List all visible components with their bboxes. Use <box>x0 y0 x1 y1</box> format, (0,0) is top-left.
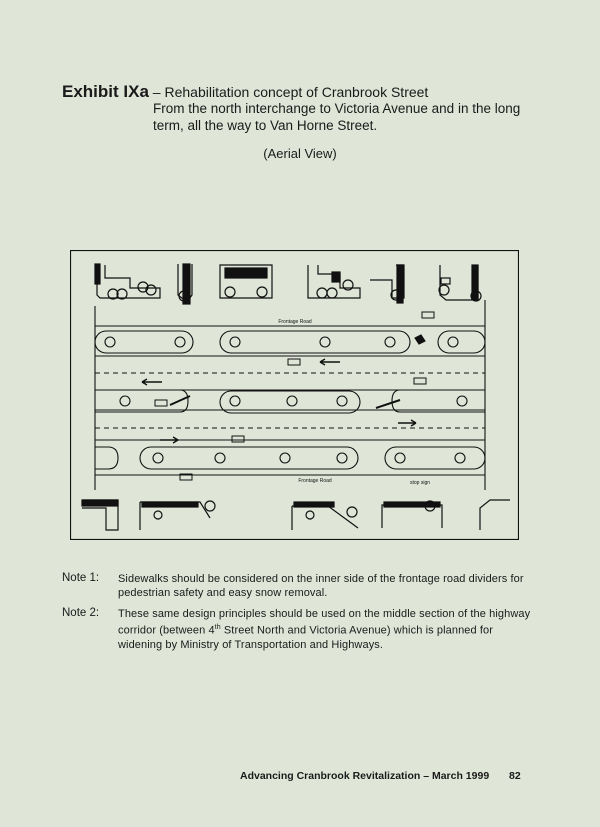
note-1-text: Sidewalks should be considered on the inner side of the frontage road dividers for pedestrian safety and easy snow removal. <box>118 573 524 599</box>
note-2-label: Note 2: <box>62 607 100 619</box>
aerial-view-diagram <box>70 250 519 540</box>
top-frontage-dividers <box>95 331 485 353</box>
exhibit-title-line1: Rehabilitation concept of Cranbrook Street <box>164 84 429 100</box>
note-2-superscript: th <box>214 624 221 631</box>
frontage-road-top-label: Frontage Road <box>278 319 312 325</box>
frontage-road-bottom-label: Frontage Road <box>298 478 332 484</box>
note-2-text-before: These same design principles should be used on the middle section of the highway corridor (between 4 <box>118 608 531 637</box>
view-label: (Aerial View) <box>263 146 337 161</box>
note-2-text-after: Street North and Victoria Avenue) which is planned for widening by Ministry of Transportation and Highways. <box>118 624 494 651</box>
top-buildings <box>95 264 481 304</box>
exhibit-label: Exhibit IXa <box>62 82 149 101</box>
stop-sign-label: stop sign <box>410 480 431 486</box>
note-1-label: Note 1: <box>62 572 100 584</box>
exhibit-title-line2: From the north interchange to Victoria Avenue and in the long <box>153 101 521 116</box>
note-2-text <box>118 607 538 652</box>
page-number: 82 <box>509 770 521 782</box>
exhibit-title <box>62 82 428 102</box>
traffic-arrows <box>142 359 416 443</box>
diagram-border <box>71 251 519 540</box>
bottom-buildings <box>82 500 510 530</box>
title-dash: – <box>148 84 161 100</box>
exhibit-title-line3: term, all the way to Van Horne Street. <box>153 118 378 133</box>
footer-publication: Advancing Cranbrook Revitalization – March 1999 <box>240 770 490 782</box>
bottom-frontage-dividers <box>95 447 485 469</box>
